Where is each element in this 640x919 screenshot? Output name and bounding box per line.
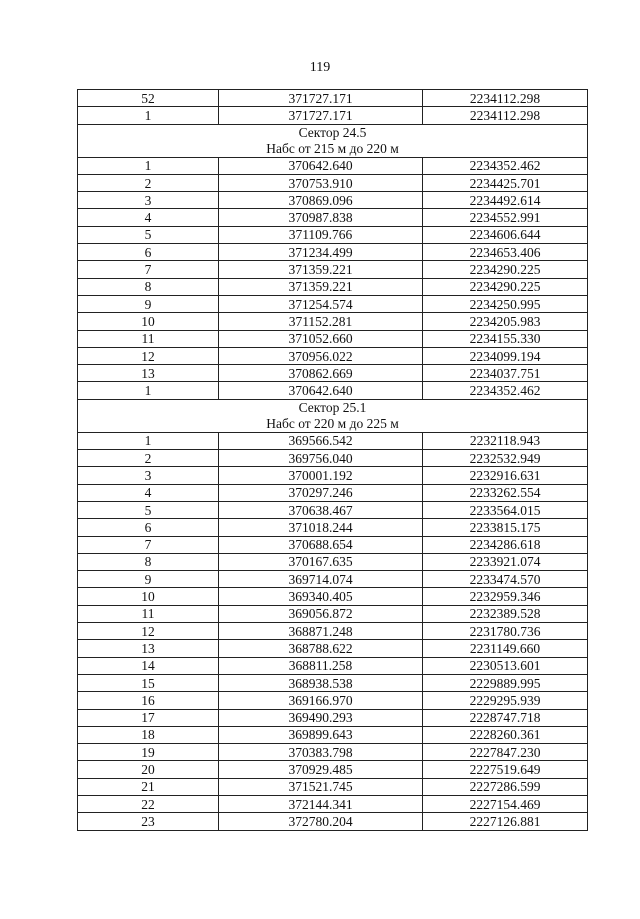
y-coordinate-cell: 2232959.346	[423, 588, 588, 605]
x-coordinate-cell: 371727.171	[219, 90, 423, 107]
point-number-cell: 23	[78, 813, 219, 830]
point-number-cell: 4	[78, 484, 219, 501]
y-coordinate-cell: 2227126.881	[423, 813, 588, 830]
point-number-cell: 6	[78, 519, 219, 536]
y-coordinate-cell: 2233564.015	[423, 501, 588, 518]
x-coordinate-cell: 368788.622	[219, 640, 423, 657]
y-coordinate-cell: 2230513.601	[423, 657, 588, 674]
point-number-cell: 8	[78, 553, 219, 570]
point-number-cell: 2	[78, 174, 219, 191]
point-number-cell: 5	[78, 501, 219, 518]
table-row	[78, 778, 588, 795]
table-row	[78, 174, 588, 191]
x-coordinate-cell: 370642.640	[219, 382, 423, 399]
y-coordinate-cell: 2234205.983	[423, 313, 588, 330]
point-number-cell: 1	[78, 107, 219, 124]
table-row	[78, 330, 588, 347]
x-coordinate-cell: 370642.640	[219, 157, 423, 174]
coordinates-table-body	[78, 90, 588, 831]
point-number-cell: 14	[78, 657, 219, 674]
table-row	[78, 450, 588, 467]
y-coordinate-cell: 2229295.939	[423, 692, 588, 709]
x-coordinate-cell: 370383.798	[219, 744, 423, 761]
y-coordinate-cell: 2234352.462	[423, 157, 588, 174]
x-coordinate-cell: 369714.074	[219, 571, 423, 588]
page-number: 119	[309, 60, 331, 75]
sector-header	[78, 124, 588, 157]
x-coordinate-cell: 370001.192	[219, 467, 423, 484]
y-coordinate-cell: 2234552.991	[423, 209, 588, 226]
point-number-cell: 17	[78, 709, 219, 726]
table-row	[78, 501, 588, 518]
sector-header-row	[78, 124, 588, 157]
x-coordinate-cell: 371521.745	[219, 778, 423, 795]
x-coordinate-cell: 370862.669	[219, 365, 423, 382]
sector-title: Сектор 24.5	[298, 124, 367, 140]
y-coordinate-cell: 2233815.175	[423, 519, 588, 536]
x-coordinate-cell: 370869.096	[219, 192, 423, 209]
x-coordinate-cell: 369899.643	[219, 726, 423, 743]
point-number-cell: 13	[78, 365, 219, 382]
table-row	[78, 519, 588, 536]
x-coordinate-cell: 368811.258	[219, 657, 423, 674]
table-row	[78, 744, 588, 761]
sector-header-row	[78, 399, 588, 432]
table-row	[78, 90, 588, 107]
x-coordinate-cell: 371359.221	[219, 261, 423, 278]
table-row	[78, 313, 588, 330]
point-number-cell: 1	[78, 382, 219, 399]
table-row	[78, 813, 588, 830]
x-coordinate-cell: 371152.281	[219, 313, 423, 330]
table-row	[78, 278, 588, 295]
y-coordinate-cell: 2232118.943	[423, 432, 588, 449]
table-row	[78, 674, 588, 691]
x-coordinate-cell: 371109.766	[219, 226, 423, 243]
x-coordinate-cell: 371052.660	[219, 330, 423, 347]
x-coordinate-cell: 368871.248	[219, 623, 423, 640]
table-row	[78, 571, 588, 588]
table-row	[78, 261, 588, 278]
point-number-cell: 12	[78, 347, 219, 364]
table-row	[78, 692, 588, 709]
x-coordinate-cell: 369056.872	[219, 605, 423, 622]
y-coordinate-cell: 2234286.618	[423, 536, 588, 553]
x-coordinate-cell: 368938.538	[219, 674, 423, 691]
x-coordinate-cell: 372144.341	[219, 795, 423, 812]
table-row	[78, 432, 588, 449]
y-coordinate-cell: 2234290.225	[423, 278, 588, 295]
point-number-cell: 7	[78, 261, 219, 278]
table-row	[78, 640, 588, 657]
table-row	[78, 553, 588, 570]
y-coordinate-cell: 2234425.701	[423, 174, 588, 191]
point-number-cell: 18	[78, 726, 219, 743]
y-coordinate-cell: 2233921.074	[423, 553, 588, 570]
table-row	[78, 226, 588, 243]
table-row	[78, 347, 588, 364]
point-number-cell: 13	[78, 640, 219, 657]
point-number-cell: 2	[78, 450, 219, 467]
point-number-cell: 7	[78, 536, 219, 553]
y-coordinate-cell: 2227519.649	[423, 761, 588, 778]
point-number-cell: 10	[78, 588, 219, 605]
x-coordinate-cell: 371018.244	[219, 519, 423, 536]
table-row	[78, 209, 588, 226]
x-coordinate-cell: 372780.204	[219, 813, 423, 830]
y-coordinate-cell: 2234112.298	[423, 107, 588, 124]
y-coordinate-cell: 2228747.718	[423, 709, 588, 726]
y-coordinate-cell: 2231780.736	[423, 623, 588, 640]
point-number-cell: 8	[78, 278, 219, 295]
point-number-cell: 1	[78, 157, 219, 174]
x-coordinate-cell: 370956.022	[219, 347, 423, 364]
table-row	[78, 588, 588, 605]
x-coordinate-cell: 370987.838	[219, 209, 423, 226]
table-row	[78, 244, 588, 261]
point-number-cell: 11	[78, 605, 219, 622]
table-row	[78, 157, 588, 174]
x-coordinate-cell: 370167.635	[219, 553, 423, 570]
point-number-cell: 12	[78, 623, 219, 640]
table-row	[78, 761, 588, 778]
y-coordinate-cell: 2231149.660	[423, 640, 588, 657]
y-coordinate-cell: 2233474.570	[423, 571, 588, 588]
x-coordinate-cell: 369756.040	[219, 450, 423, 467]
point-number-cell: 4	[78, 209, 219, 226]
table-row	[78, 467, 588, 484]
x-coordinate-cell: 369566.542	[219, 432, 423, 449]
sector-header	[78, 399, 588, 432]
y-coordinate-cell: 2227154.469	[423, 795, 588, 812]
table-row	[78, 726, 588, 743]
point-number-cell: 16	[78, 692, 219, 709]
point-number-cell: 6	[78, 244, 219, 261]
x-coordinate-cell: 369490.293	[219, 709, 423, 726]
y-coordinate-cell: 2228260.361	[423, 726, 588, 743]
point-number-cell: 3	[78, 192, 219, 209]
x-coordinate-cell: 370297.246	[219, 484, 423, 501]
x-coordinate-cell: 371254.574	[219, 295, 423, 312]
table-row	[78, 192, 588, 209]
y-coordinate-cell: 2234290.225	[423, 261, 588, 278]
y-coordinate-cell: 2233262.554	[423, 484, 588, 501]
x-coordinate-cell: 371234.499	[219, 244, 423, 261]
table-row	[78, 605, 588, 622]
table-row	[78, 536, 588, 553]
point-number-cell: 22	[78, 795, 219, 812]
point-number-cell: 9	[78, 295, 219, 312]
y-coordinate-cell: 2234155.330	[423, 330, 588, 347]
y-coordinate-cell: 2232389.528	[423, 605, 588, 622]
point-number-cell: 21	[78, 778, 219, 795]
x-coordinate-cell: 371359.221	[219, 278, 423, 295]
x-coordinate-cell: 369166.970	[219, 692, 423, 709]
table-row	[78, 795, 588, 812]
point-number-cell: 20	[78, 761, 219, 778]
x-coordinate-cell: 371727.171	[219, 107, 423, 124]
y-coordinate-cell: 2234099.194	[423, 347, 588, 364]
x-coordinate-cell: 370638.467	[219, 501, 423, 518]
y-coordinate-cell: 2229889.995	[423, 674, 588, 691]
sector-elevation-range: Набс от 220 м до 225 м	[266, 415, 399, 431]
y-coordinate-cell: 2234112.298	[423, 90, 588, 107]
point-number-cell: 5	[78, 226, 219, 243]
y-coordinate-cell: 2234037.751	[423, 365, 588, 382]
table-row	[78, 623, 588, 640]
sector-title: Сектор 25.1	[298, 399, 367, 415]
y-coordinate-cell: 2227847.230	[423, 744, 588, 761]
y-coordinate-cell: 2227286.599	[423, 778, 588, 795]
point-number-cell: 52	[78, 90, 219, 107]
y-coordinate-cell: 2232916.631	[423, 467, 588, 484]
point-number-cell: 10	[78, 313, 219, 330]
point-number-cell: 19	[78, 744, 219, 761]
y-coordinate-cell: 2234606.644	[423, 226, 588, 243]
y-coordinate-cell: 2234492.614	[423, 192, 588, 209]
point-number-cell: 9	[78, 571, 219, 588]
table-row	[78, 709, 588, 726]
table-row	[78, 365, 588, 382]
sector-elevation-range: Набс от 215 м до 220 м	[266, 140, 399, 156]
x-coordinate-cell: 370753.910	[219, 174, 423, 191]
y-coordinate-cell: 2232532.949	[423, 450, 588, 467]
table-row	[78, 484, 588, 501]
point-number-cell: 15	[78, 674, 219, 691]
point-number-cell: 11	[78, 330, 219, 347]
x-coordinate-cell: 370688.654	[219, 536, 423, 553]
point-number-cell: 1	[78, 432, 219, 449]
y-coordinate-cell: 2234352.462	[423, 382, 588, 399]
y-coordinate-cell: 2234653.406	[423, 244, 588, 261]
y-coordinate-cell: 2234250.995	[423, 295, 588, 312]
point-number-cell: 3	[78, 467, 219, 484]
x-coordinate-cell: 369340.405	[219, 588, 423, 605]
coordinates-table	[77, 89, 588, 831]
table-row	[78, 295, 588, 312]
x-coordinate-cell: 370929.485	[219, 761, 423, 778]
table-row	[78, 107, 588, 124]
table-row	[78, 657, 588, 674]
table-row	[78, 382, 588, 399]
